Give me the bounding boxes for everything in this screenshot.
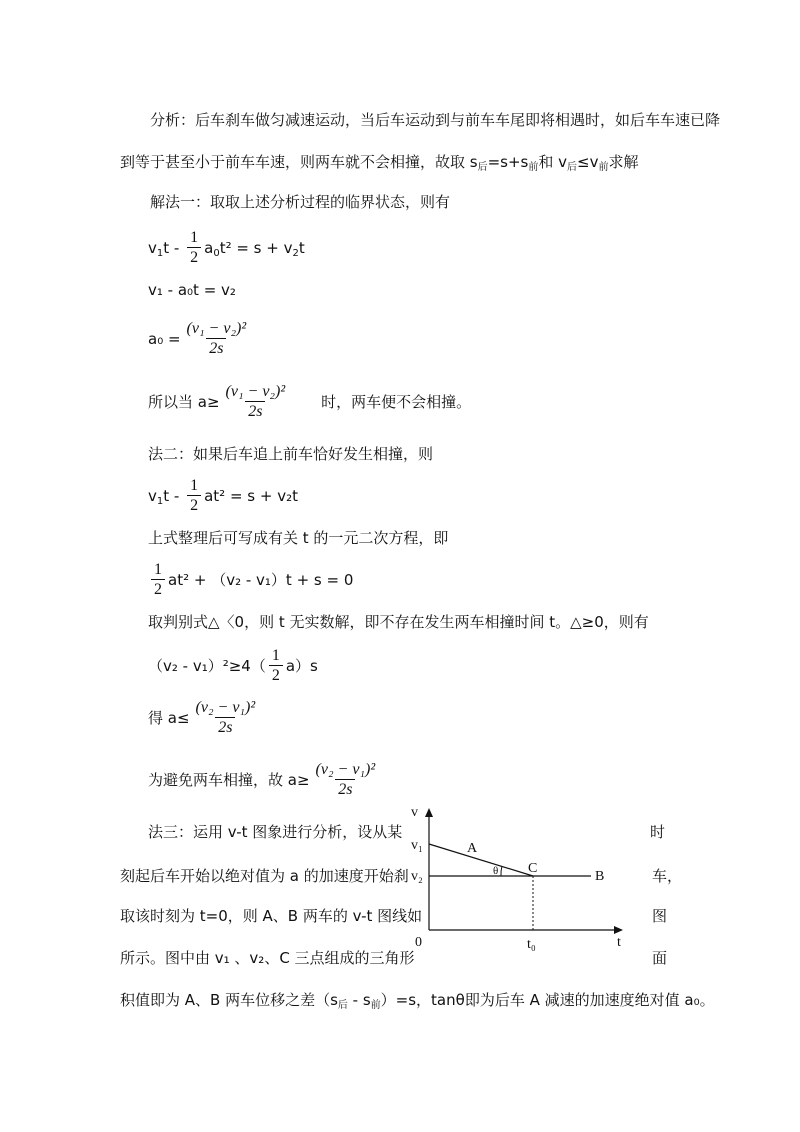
v2-label: v₂ (411, 869, 423, 884)
method3-line-2-end: 车， (652, 867, 683, 885)
method1-conclusion: 所以当 a≥ $\frac{\text{(v₁ − v₂)²}}{2s}$ 时，两车便不会相撞。 (148, 383, 472, 420)
analysis-line-2: 到等于甚至小于前车车速，则两车就不会相撞，故取 $s_后=s+s_前$和 $v_后\le v_前$求解 (120, 153, 639, 173)
method2-result: 得 a≤ $\frac{\text{(v₂ − v₁)²}}{2s}$ (148, 696, 261, 740)
method2-discriminant: 取判别式△〈0，则 t 无实数解，即不存在发生两车相撞时间 t。△≥0，则有 (148, 613, 649, 631)
method3-line-4-end: 面 (652, 949, 668, 967)
C-label: C (528, 861, 538, 876)
t0-label: t₀ (527, 937, 536, 952)
v-axis-arrow (425, 808, 433, 817)
fraction-v2-v1: $\frac{\text{(v₂ − v₁)²}}{2s}$ (315, 761, 376, 798)
method3-line-1-end: 时 (650, 823, 666, 841)
method2-title: 法二：如果后车追上前车恰好发生相撞，则 (148, 445, 434, 463)
origin-label: 0 (415, 935, 422, 950)
vt-graph (405, 800, 635, 952)
method3-line-2: 刻起后车开始以绝对值为 a 的加速度开始刹 (120, 867, 409, 885)
theta-arc (501, 866, 502, 876)
analysis-line-1: 分析：后车刹车做匀减速运动，当后车运动到与前车车尾即将相遇时，如后车车速已降 (150, 111, 721, 129)
method2-avoid: 为避免两车相撞，故 a≥ $\frac{\text{(v₂ − v₁)²}}{2s}$ (148, 758, 381, 802)
t-axis-arrow (614, 926, 623, 934)
method1-equation-1: $v_1t$ - $\frac{1}{2}$ $a_0t^2 = s + v_2t$ (148, 229, 305, 266)
fraction-half: $\frac{1}{2}$ (187, 477, 201, 516)
line-A (429, 844, 533, 876)
method1-equation-3: a₀ = $\frac{\text{(v₁ − v₂)²}}{2s}$ (148, 317, 252, 361)
method1-title: 解法一：取取上述分析过程的临界状态，则有 (150, 193, 451, 211)
A-label: A (467, 841, 478, 856)
method2-equation-1: $v_1t$ - $\frac{1}{2}$ at² = s + v₂t (148, 477, 298, 514)
t-label: t (617, 935, 621, 950)
fraction-half: $\frac{1}{2}$ (151, 561, 165, 600)
v-label: v (411, 805, 418, 820)
fraction-v2-v1: $\frac{\text{(v₂ − v₁)²}}{2s}$ (195, 699, 256, 736)
B-label: B (595, 869, 605, 884)
fraction-v1-v2: $\frac{\text{(v₁ − v₂)²}}{2s}$ (225, 383, 286, 420)
method3-line-1: 法三：运用 v-t 图象进行分析，设从某 (148, 823, 403, 841)
method3-line-3-end: 图 (652, 907, 668, 925)
method3-line-3: 取该时刻为 t=0，则 A、B 两车的 v-t 图线如 (120, 907, 423, 925)
fraction-v1-v2: $\frac{\text{(v₁ − v₂)²}}{2s}$ (186, 320, 247, 357)
fraction-half: $\frac{1}{2}$ (269, 647, 283, 686)
method2-quadratic: $\frac{1}{2}$ at² + （v₂ - v₁）t + s = 0 (148, 560, 353, 600)
method3-line-4: 所示。图中由 v₁ 、v₂、C 三点组成的三角形 (120, 949, 415, 967)
v1-label: v₁ (411, 838, 423, 853)
fraction-half: $\frac{1}{2}$ (187, 229, 201, 268)
theta-label: θ (493, 865, 499, 877)
method3-line-5: 积值即为 A、B 两车位移之差$(s_后 - s_前)=s$，tanθ即为后车 A 减速的加速度绝对值 a₀。 (120, 991, 715, 1011)
method1-equation-2: v₁ - a₀t = v₂ (148, 281, 236, 299)
method2-sentence: 上式整理后可写成有关 t 的一元二次方程，即 (148, 529, 449, 547)
method2-inequality: （v₂ - v₁）²≥4（ $\frac{1}{2}$ a）s (148, 647, 318, 684)
